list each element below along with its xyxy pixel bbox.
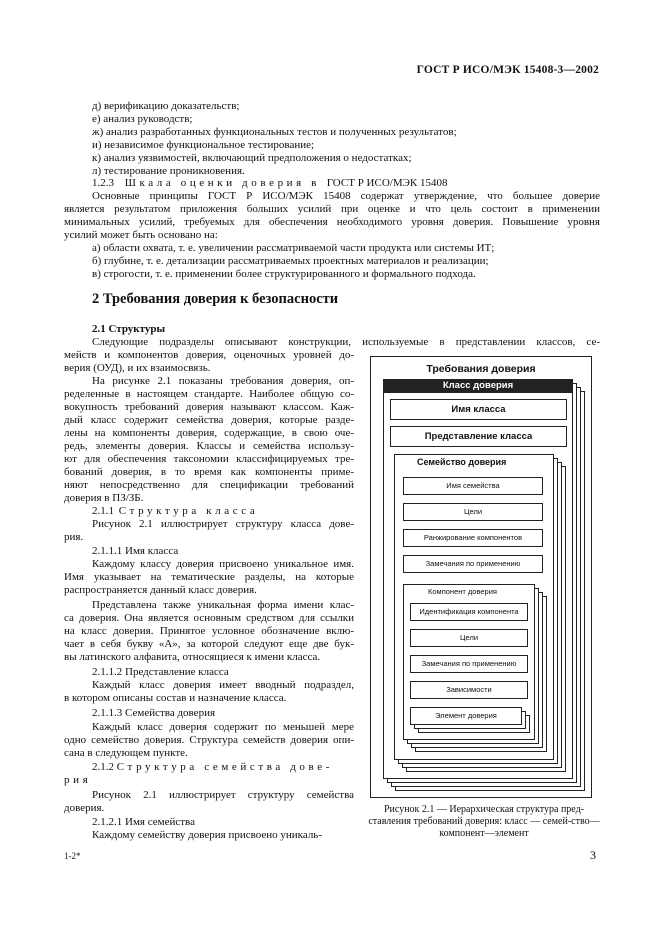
- paragraph-line: Каждому классу доверия присвоено уникальное имя.: [92, 558, 354, 570]
- paragraph-line: бований доверия, в то время как компоненты приме-: [64, 466, 354, 478]
- subsection-number: 2.1.2: [92, 761, 114, 773]
- paragraph-line: верия (ОУД), и их взаимосвязь.: [64, 362, 211, 374]
- subsection-heading-2-1-1-1: 2.1.1.1 Имя класса: [92, 545, 179, 557]
- paragraph-line: вокупность требований доверия называют классом. Каж-: [64, 401, 354, 413]
- paragraph-line: усилий может быть основано на:: [64, 229, 218, 241]
- subsection-title-tail: ГОСТ Р ИСО/МЭК 15408: [326, 177, 448, 189]
- paragraph-line: лены на компоненты доверия, содержащие, в свою оче-: [64, 427, 354, 439]
- figure-2-1: [370, 356, 592, 798]
- paragraph-line: Рисунок 2.1 иллюстрирует структуру класса дове-: [92, 518, 354, 530]
- component-deps-box: Зависимости: [410, 681, 528, 699]
- signature-mark: 1-2*: [64, 851, 81, 861]
- paragraph-line: мейств и компонентов доверия, оценочных уровней до-: [64, 349, 354, 361]
- subsection-heading-2-1-2: [92, 761, 333, 774]
- list-item: к) анализ уязвимостей, включающий предположения о недостатках;: [92, 152, 412, 164]
- paragraph-line: Основные принципы ГОСТ Р ИСО/МЭК 15408 содержат утверждение, что большее доверие: [92, 190, 600, 202]
- paragraph-line: Представлена также уникальная форма имени клас-: [92, 599, 354, 611]
- component-notes-box: Замечания по применению: [410, 655, 528, 673]
- element-box: Элемент доверия: [410, 707, 522, 725]
- page-number: 3: [590, 848, 596, 862]
- subsection-number: 1.2.3: [92, 177, 114, 189]
- subsection-heading-2-1-1-2: 2.1.1.2 Представление класса: [92, 666, 229, 678]
- list-item: в) строгости, т. е. применении более структурированного и формального подхода.: [92, 268, 476, 280]
- family-container: [394, 454, 554, 760]
- subsection-title: Структура семейства дове-: [116, 761, 334, 773]
- class-container: [383, 379, 573, 779]
- paragraph-line: ределенные в настоящем стандарте. Наиболее общую со-: [64, 388, 354, 400]
- paragraph-line: На рисунке 2.1 показаны требования доверия, оп-: [92, 375, 354, 387]
- class-name-box: Имя класса: [390, 399, 567, 420]
- paragraph-line: ют для обеспечения таксономии классифицируемых тре-: [64, 453, 354, 465]
- subsection-heading-2-1-2-1: 2.1.2.1 Имя семейства: [92, 816, 195, 828]
- paragraph-line: чает в себя букву «А», за которой следуют еще две бук-: [64, 638, 354, 650]
- list-item: б) глубине, т. е. детализации рассматриваемых проектных материалов и реализации;: [92, 255, 489, 267]
- paragraph-line: Каждый класс доверия имеет вводный подраздел,: [92, 679, 354, 691]
- subsection-heading-1-2-3: [92, 177, 447, 190]
- running-header: ГОСТ Р ИСО/МЭК 15408-3—2002: [416, 64, 599, 76]
- paragraph-line: Следующие подразделы описывают конструкции, используемые в представлении классов, се-: [92, 336, 600, 348]
- paragraph-line: доверия в ПЗ/ЗБ.: [64, 492, 144, 504]
- paragraph-line: няют непосредственно для спецификации требований: [64, 479, 354, 491]
- list-item: ж) анализ разработанных функциональных тестов и полученных результатов;: [92, 126, 457, 138]
- paragraph-line: на класс доверия. Принятое условное обозначение вклю-: [64, 625, 354, 637]
- component-container: [403, 584, 535, 740]
- list-item: д) верификацию доказательств;: [92, 100, 240, 112]
- list-item: е) анализ руководств;: [92, 113, 193, 125]
- paragraph-line: рия.: [64, 531, 84, 543]
- component-goals-box: Цели: [410, 629, 528, 647]
- paragraph-line: в котором описаны состав и назначение класса.: [64, 692, 287, 704]
- component-id-box: Идентификация компонента: [410, 603, 528, 621]
- list-item: и) независимое функциональное тестирование;: [92, 139, 315, 151]
- figure-title: Требования доверия: [426, 363, 536, 375]
- paragraph-line: Имя указывает на тематические разделы, на которые: [64, 571, 354, 583]
- paragraph-line: является результатом приложения больших усилий при оценке и что цель состоит в применении: [64, 203, 600, 215]
- list-item: л) тестирование проникновения.: [92, 165, 245, 177]
- paragraph-line: сана в следующем пункте.: [64, 747, 188, 759]
- subsection-heading-2-1-1-3: 2.1.1.3 Семейства доверия: [92, 707, 216, 719]
- subsection-heading-2-1-1: [92, 505, 258, 518]
- family-band: Семейство доверия: [417, 457, 507, 467]
- list-item: а) области охвата, т. е. увеличении рассматриваемой части продукта или системы ИТ;: [92, 242, 495, 254]
- component-title: Компонент доверия: [428, 587, 497, 596]
- paragraph-line: Каждый класс доверия содержит по меньшей мере: [92, 721, 354, 733]
- family-ranking-box: Ранжирование компонентов: [403, 529, 543, 547]
- paragraph-line: Рисунок 2.1 иллюстрирует структуру семейства: [92, 789, 354, 801]
- family-name-box: Имя семейства: [403, 477, 543, 495]
- paragraph-line: доверия.: [64, 802, 105, 814]
- subsection-title: Структура класса: [118, 505, 259, 517]
- family-goals-box: Цели: [403, 503, 543, 521]
- paragraph-line: Каждому семейству доверия присвоено уникаль-: [92, 829, 322, 841]
- section-heading: 2 Требования доверия к безопасности: [92, 291, 339, 307]
- paragraph-line: распространяется данный класс доверия.: [64, 584, 257, 596]
- paragraph-line: дый класс содержит семейства доверия, которые разде-: [64, 414, 354, 426]
- paragraph-line: одно семейство доверия. Структура семейств доверия опи-: [64, 734, 354, 746]
- subsection-heading-2-1: 2.1 Структуры: [92, 323, 166, 335]
- subsection-title: Шкала оценки доверия в: [124, 177, 320, 189]
- figure-caption: Рисунок 2.1 — Иерархическая структура пред-ставления требований доверия: класс — семей-ство—компонент—элемент: [368, 804, 600, 839]
- subsection-number: 2.1.1: [92, 505, 114, 517]
- class-intro-box: Представление класса: [390, 426, 567, 447]
- paragraph-line: редь, элементы доверия. Классы и семейства использу-: [64, 440, 354, 452]
- family-notes-box: Замечания по применению: [403, 555, 543, 573]
- paragraph-line: са доверия. Она является основным средством для ссылки: [64, 612, 354, 624]
- subsection-title-cont: рия: [64, 774, 92, 786]
- paragraph-line: вы латинского алфавита, относящиеся к имени класса.: [64, 651, 321, 663]
- paragraph-line: минимальных усилий, требуемых для обеспечения необходимого уровня доверия. Повышение уровня: [64, 216, 600, 228]
- class-band: Класс доверия: [384, 380, 572, 393]
